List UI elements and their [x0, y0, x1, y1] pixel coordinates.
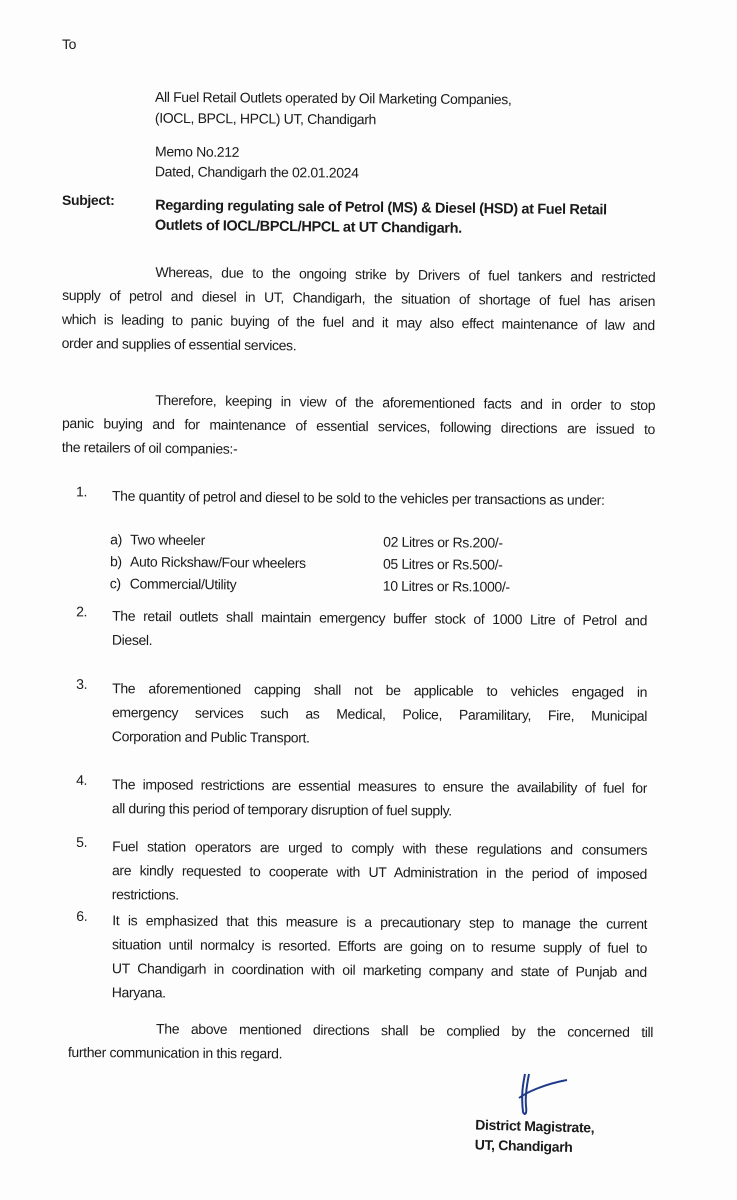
- item-line: UT Chandigarh in coordination with oil marketing company and state of Punjab and: [111, 960, 647, 980]
- item-line: The quantity of petrol and diesel to be sold to the vehicles per transactions as under:: [111, 487, 605, 508]
- subject-line: Outlets of IOCL/BPCL/HPCL at UT Chandigarh.: [154, 217, 462, 237]
- item-line: Fuel station operators are urged to comply with these regulations and consumers: [112, 838, 648, 858]
- paragraph-line: which is leading to panic buying of the fuel and it may also effect maintenance of law and: [61, 310, 655, 334]
- fuel-limit: 05 Litres or Rs.500/-: [382, 555, 503, 573]
- paragraph-therefore: [62, 387, 656, 465]
- item-number: 2.: [76, 603, 88, 620]
- item-number: 3.: [76, 675, 88, 692]
- item-line: It is emphasized that this measure is a precautionary step to manage the current: [112, 912, 648, 932]
- paragraph-line: supply of petrol and diesel in UT, Chandigarh, the situation of shortage of fuel has arisen: [62, 286, 656, 310]
- item-line: Haryana.: [111, 984, 166, 1001]
- memo-number: Memo No.212: [155, 143, 240, 160]
- paragraph-line: Therefore, keeping in view of the aforementioned facts and in order to stop: [155, 391, 656, 414]
- memo-date: Dated, Chandigarh the 02.01.2024: [154, 163, 359, 181]
- item-line: emergency services such as Medical, Police, Paramilitary, Fire, Municipal: [111, 704, 648, 724]
- paragraph-whereas: [62, 259, 656, 361]
- closing-paragraph: [68, 1016, 653, 1068]
- item-line: are kindly requested to cooperate with UT Administration in the period of imposed: [111, 862, 648, 882]
- direction-item-2: [76, 603, 648, 657]
- limit-key: a): [110, 531, 123, 548]
- addressee-line: (IOCL, BPCL, HPCL) UT, Chandigarh: [154, 109, 377, 128]
- fuel-limit: 02 Litres or Rs.200/-: [383, 533, 503, 551]
- closing-line: The above mentioned directions shall be complied by the concerned till: [156, 1020, 654, 1041]
- item-line: restrictions.: [111, 886, 179, 903]
- limit-key: b): [109, 553, 122, 570]
- subject-label: Subject:: [62, 192, 115, 208]
- item-line: The aforementioned capping shall not be applicable to vehicles engaged in: [112, 680, 648, 700]
- signatory-office: UT, Chandigarh: [474, 1136, 573, 1155]
- item-line: situation until normalcy is resorted. Efforts are going on to resume supply of fuel to: [112, 936, 648, 956]
- direction-item-3: [76, 675, 648, 752]
- paragraph-line: Whereas, due to the ongoing strike by Drivers of fuel tankers and restricted: [155, 263, 656, 286]
- signature-icon: [505, 1070, 585, 1120]
- limit-row: [110, 572, 510, 597]
- to-label: To: [62, 36, 77, 52]
- item-number: 5.: [76, 833, 88, 850]
- direction-item-6: [76, 907, 648, 1008]
- paragraph-line: the retailers of oil companies:-: [61, 438, 238, 457]
- paragraph-line: order and supplies of essential services.: [61, 334, 297, 354]
- item-line: The retail outlets shall maintain emergency buffer stock of 1000 Litre of Petrol and: [112, 607, 648, 629]
- addressee-line: All Fuel Retail Outlets operated by Oil Marketing Companies,: [155, 88, 512, 108]
- vehicle-type: Two wheeler: [130, 531, 206, 549]
- item-line: Diesel.: [111, 631, 153, 649]
- item-number: 4.: [76, 771, 88, 788]
- memo-meta: [155, 141, 359, 182]
- addressee: [155, 87, 512, 131]
- direction-item-4: [76, 771, 648, 824]
- item-line: all during this period of temporary disruption of fuel supply.: [111, 800, 452, 819]
- direction-item-5: [76, 833, 648, 910]
- item-number: 6.: [76, 907, 88, 924]
- paragraph-line: panic buying and for maintenance of essential services, following directions are issued to: [61, 414, 656, 438]
- signatory-title: District Magistrate,: [475, 1116, 595, 1136]
- subject-line: Regarding regulating sale of Petrol (MS) & Diesel (HSD) at Fuel Retail: [155, 197, 607, 219]
- fuel-limits-list: [110, 528, 510, 597]
- signatory: [474, 1114, 594, 1157]
- vehicle-type: Auto Rickshaw/Four wheelers: [129, 553, 306, 571]
- item-line: Corporation and Public Transport.: [111, 728, 310, 746]
- fuel-limit: 10 Litres or Rs.1000/-: [382, 577, 510, 595]
- direction-item-1: [75, 483, 647, 513]
- item-number: 1.: [75, 483, 88, 500]
- subject-text: [155, 196, 607, 241]
- closing-line: further communication in this regard.: [67, 1043, 283, 1062]
- limit-key: c): [109, 575, 121, 592]
- vehicle-type: Commercial/Utility: [129, 575, 237, 593]
- item-line: The imposed restrictions are essential measures to ensure the availability of fuel for: [112, 776, 648, 796]
